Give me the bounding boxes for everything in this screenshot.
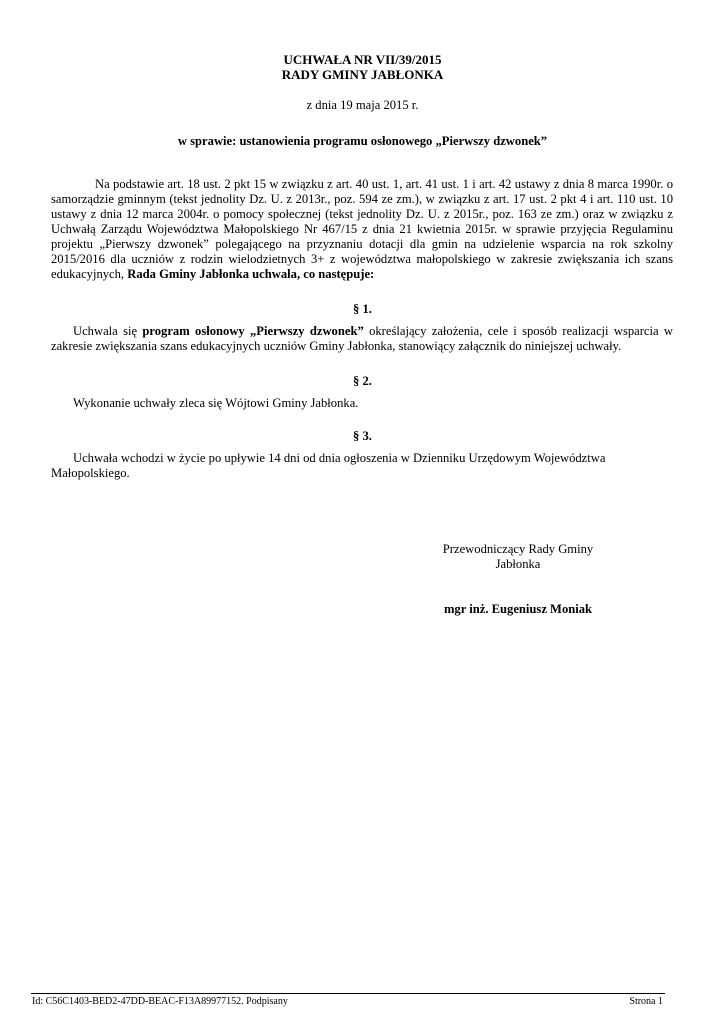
section-1-heading: § 1.	[353, 302, 372, 316]
resolution-subject: w sprawie: ustanowienia programu osłonowego „Pierwszy dzwonek”	[177, 134, 548, 148]
section-1-text	[51, 324, 673, 354]
section-2-heading: § 2.	[353, 374, 372, 388]
signer-role: Przewodniczący Rady Gminy	[442, 542, 594, 556]
footer-divider	[31, 993, 665, 994]
signer-council: Jabłonka	[495, 557, 541, 571]
signer-name: mgr inż. Eugeniusz Moniak	[443, 602, 593, 616]
title-line-council: RADY GMINY JABŁONKA	[281, 67, 444, 82]
section-3-heading: § 3.	[353, 429, 372, 443]
section-3-text: Uchwała wchodzi w życie po upływie 14 dni od dnia ogłoszenia w Dzienniku Urzędowym Województwa Małopolskiego.	[51, 451, 606, 480]
resolution-date: z dnia 19 maja 2015 r.	[306, 98, 419, 112]
section-1-program-name: program osłonowy „Pierwszy dzwonek”	[142, 324, 364, 338]
footer-document-id: Id: C56C1403-BED2-47DD-BEAC-F13A89977152. Podpisany	[32, 996, 288, 1007]
signature-block	[418, 542, 618, 572]
preamble-enactment: Rada Gminy Jabłonka uchwala, co następuje:	[127, 267, 375, 281]
section-1-text-after: określający założenia, cele i sposób realizacji wsparcia w zakresie zwiększania szans edukacyjnych uczniów Gminy Jabłonka, stanowiący załącznik do niniejszej uchwały.	[51, 324, 674, 353]
section-1-text-before: Uchwala się	[73, 324, 143, 338]
preamble-text: Na podstawie art. 18 ust. 2 pkt 15 w związku z art. 40 ust. 1, art. 41 ust. 1 i art. 42 ustawy z dnia 8 marca 1990r. o samorządzie gminnym (tekst jednolity Dz. U. z 2013r., poz. 594 ze zm.), w związku z art. 17 ust. 2 pkt 4 i art. 110 ust. 10 ustawy z dnia 12 marca 2004r. o pomocy społecznej (tekst jednolity Dz. U. z 2015r., poz. 163 ze zm.) oraz w związku z Uchwałą Zarządu Województwa Małopolskiego Nr 467/15 z dnia 21 kwietnia 2015r. w sprawie przyjęcia Regulaminu projektu „Pierwszy dzwonek” polegającego na przyznaniu dotacji dla gmin na udzielenie wsparcia na rok szkolny 2015/2016 dla uczniów z rodzin wielodzietnych 3+ z województwa małopolskiego w zakresie zwiększania ich szans edukacyjnych,	[51, 177, 673, 281]
resolution-title	[0, 52, 725, 82]
preamble-paragraph	[51, 177, 673, 282]
footer-page-number: Strona 1	[629, 996, 663, 1007]
title-line-number: UCHWAŁA NR VII/39/2015	[283, 52, 442, 67]
section-2-text: Wykonanie uchwały zleca się Wójtowi Gminy Jabłonka.	[73, 396, 359, 410]
